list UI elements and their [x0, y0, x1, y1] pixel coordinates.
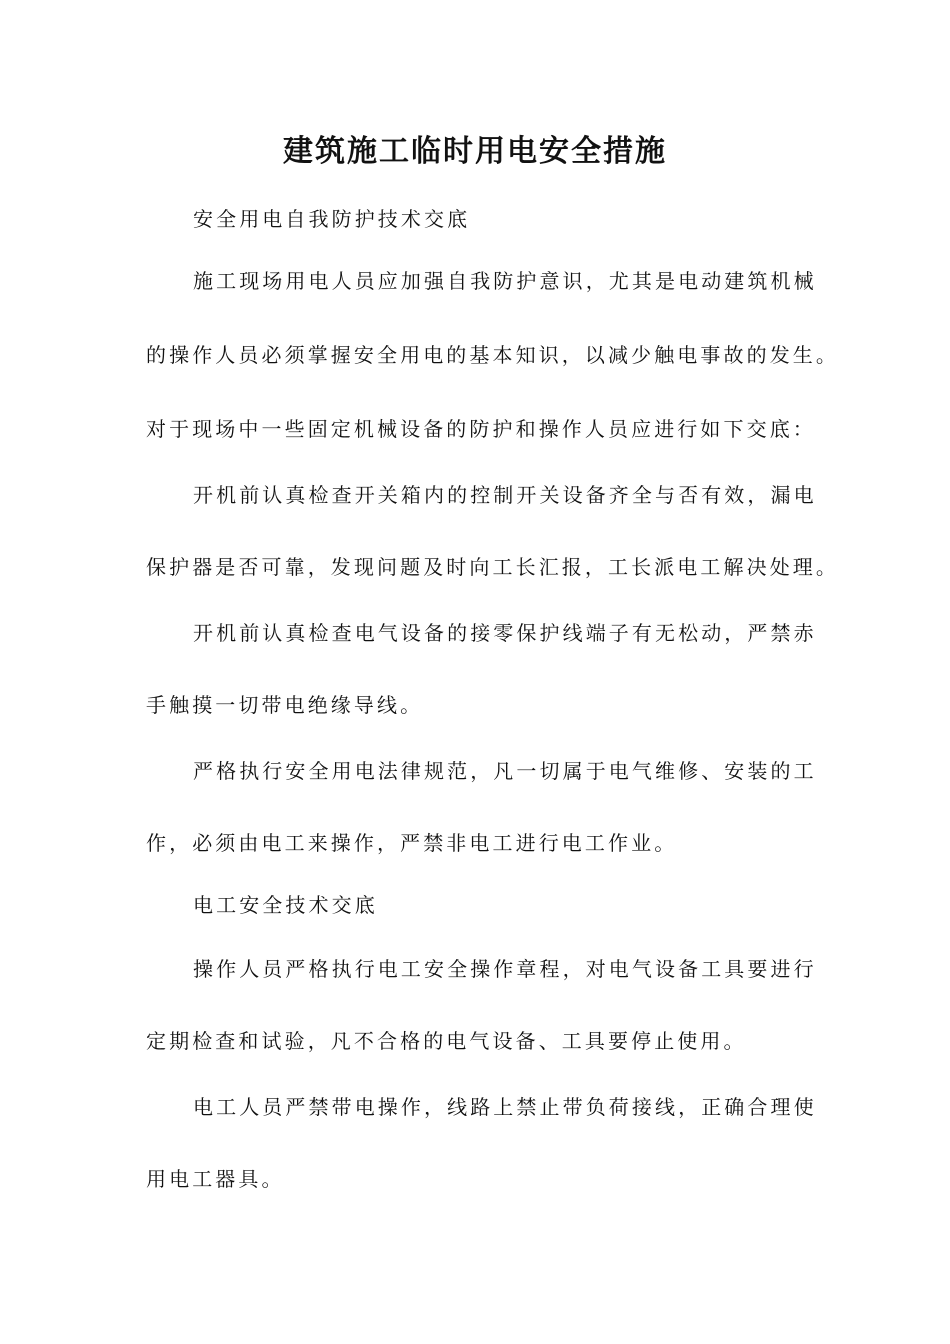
paragraph-line: 对于现场中一些固定机械设备的防护和操作人员应进行如下交底： — [146, 417, 816, 441]
paragraph-line: 作，必须由电工来操作，严禁非电工进行电工作业。 — [146, 831, 678, 855]
paragraph-line: 施工现场用电人员应加强自我防护意识，尤其是电动建筑机械 — [193, 269, 817, 293]
paragraph-line: 操作人员严格执行电工安全操作章程，对电气设备工具要进行 — [193, 957, 817, 981]
paragraph-line: 电工人员严禁带电操作，线路上禁止带负荷接线，正确合理使 — [193, 1095, 817, 1119]
paragraph-line: 用电工器具。 — [146, 1167, 285, 1191]
paragraph-line: 手触摸一切带电绝缘导线。 — [146, 693, 424, 717]
paragraph-line: 定期检查和试验，凡不合格的电气设备、工具要停止使用。 — [146, 1029, 747, 1053]
paragraph-line: 的操作人员必须掌握安全用电的基本知识，以减少触电事故的发生。 — [146, 343, 839, 367]
paragraph-line: 开机前认真检查电气设备的接零保护线端子有无松动，严禁赤 — [193, 621, 817, 645]
paragraph-line: 严格执行安全用电法律规范，凡一切属于电气维修、安装的工 — [193, 759, 817, 783]
paragraph-line: 开机前认真检查开关箱内的控制开关设备齐全与否有效，漏电 — [193, 483, 817, 507]
section-heading-electrician: 电工安全技术交底 — [193, 893, 378, 917]
paragraph-line: 保护器是否可靠，发现问题及时向工长汇报，工长派电工解决处理。 — [146, 555, 839, 579]
document-title: 建筑施工临时用电安全措施 — [283, 134, 667, 169]
section-heading-self-protection: 安全用电自我防护技术交底 — [193, 207, 471, 231]
